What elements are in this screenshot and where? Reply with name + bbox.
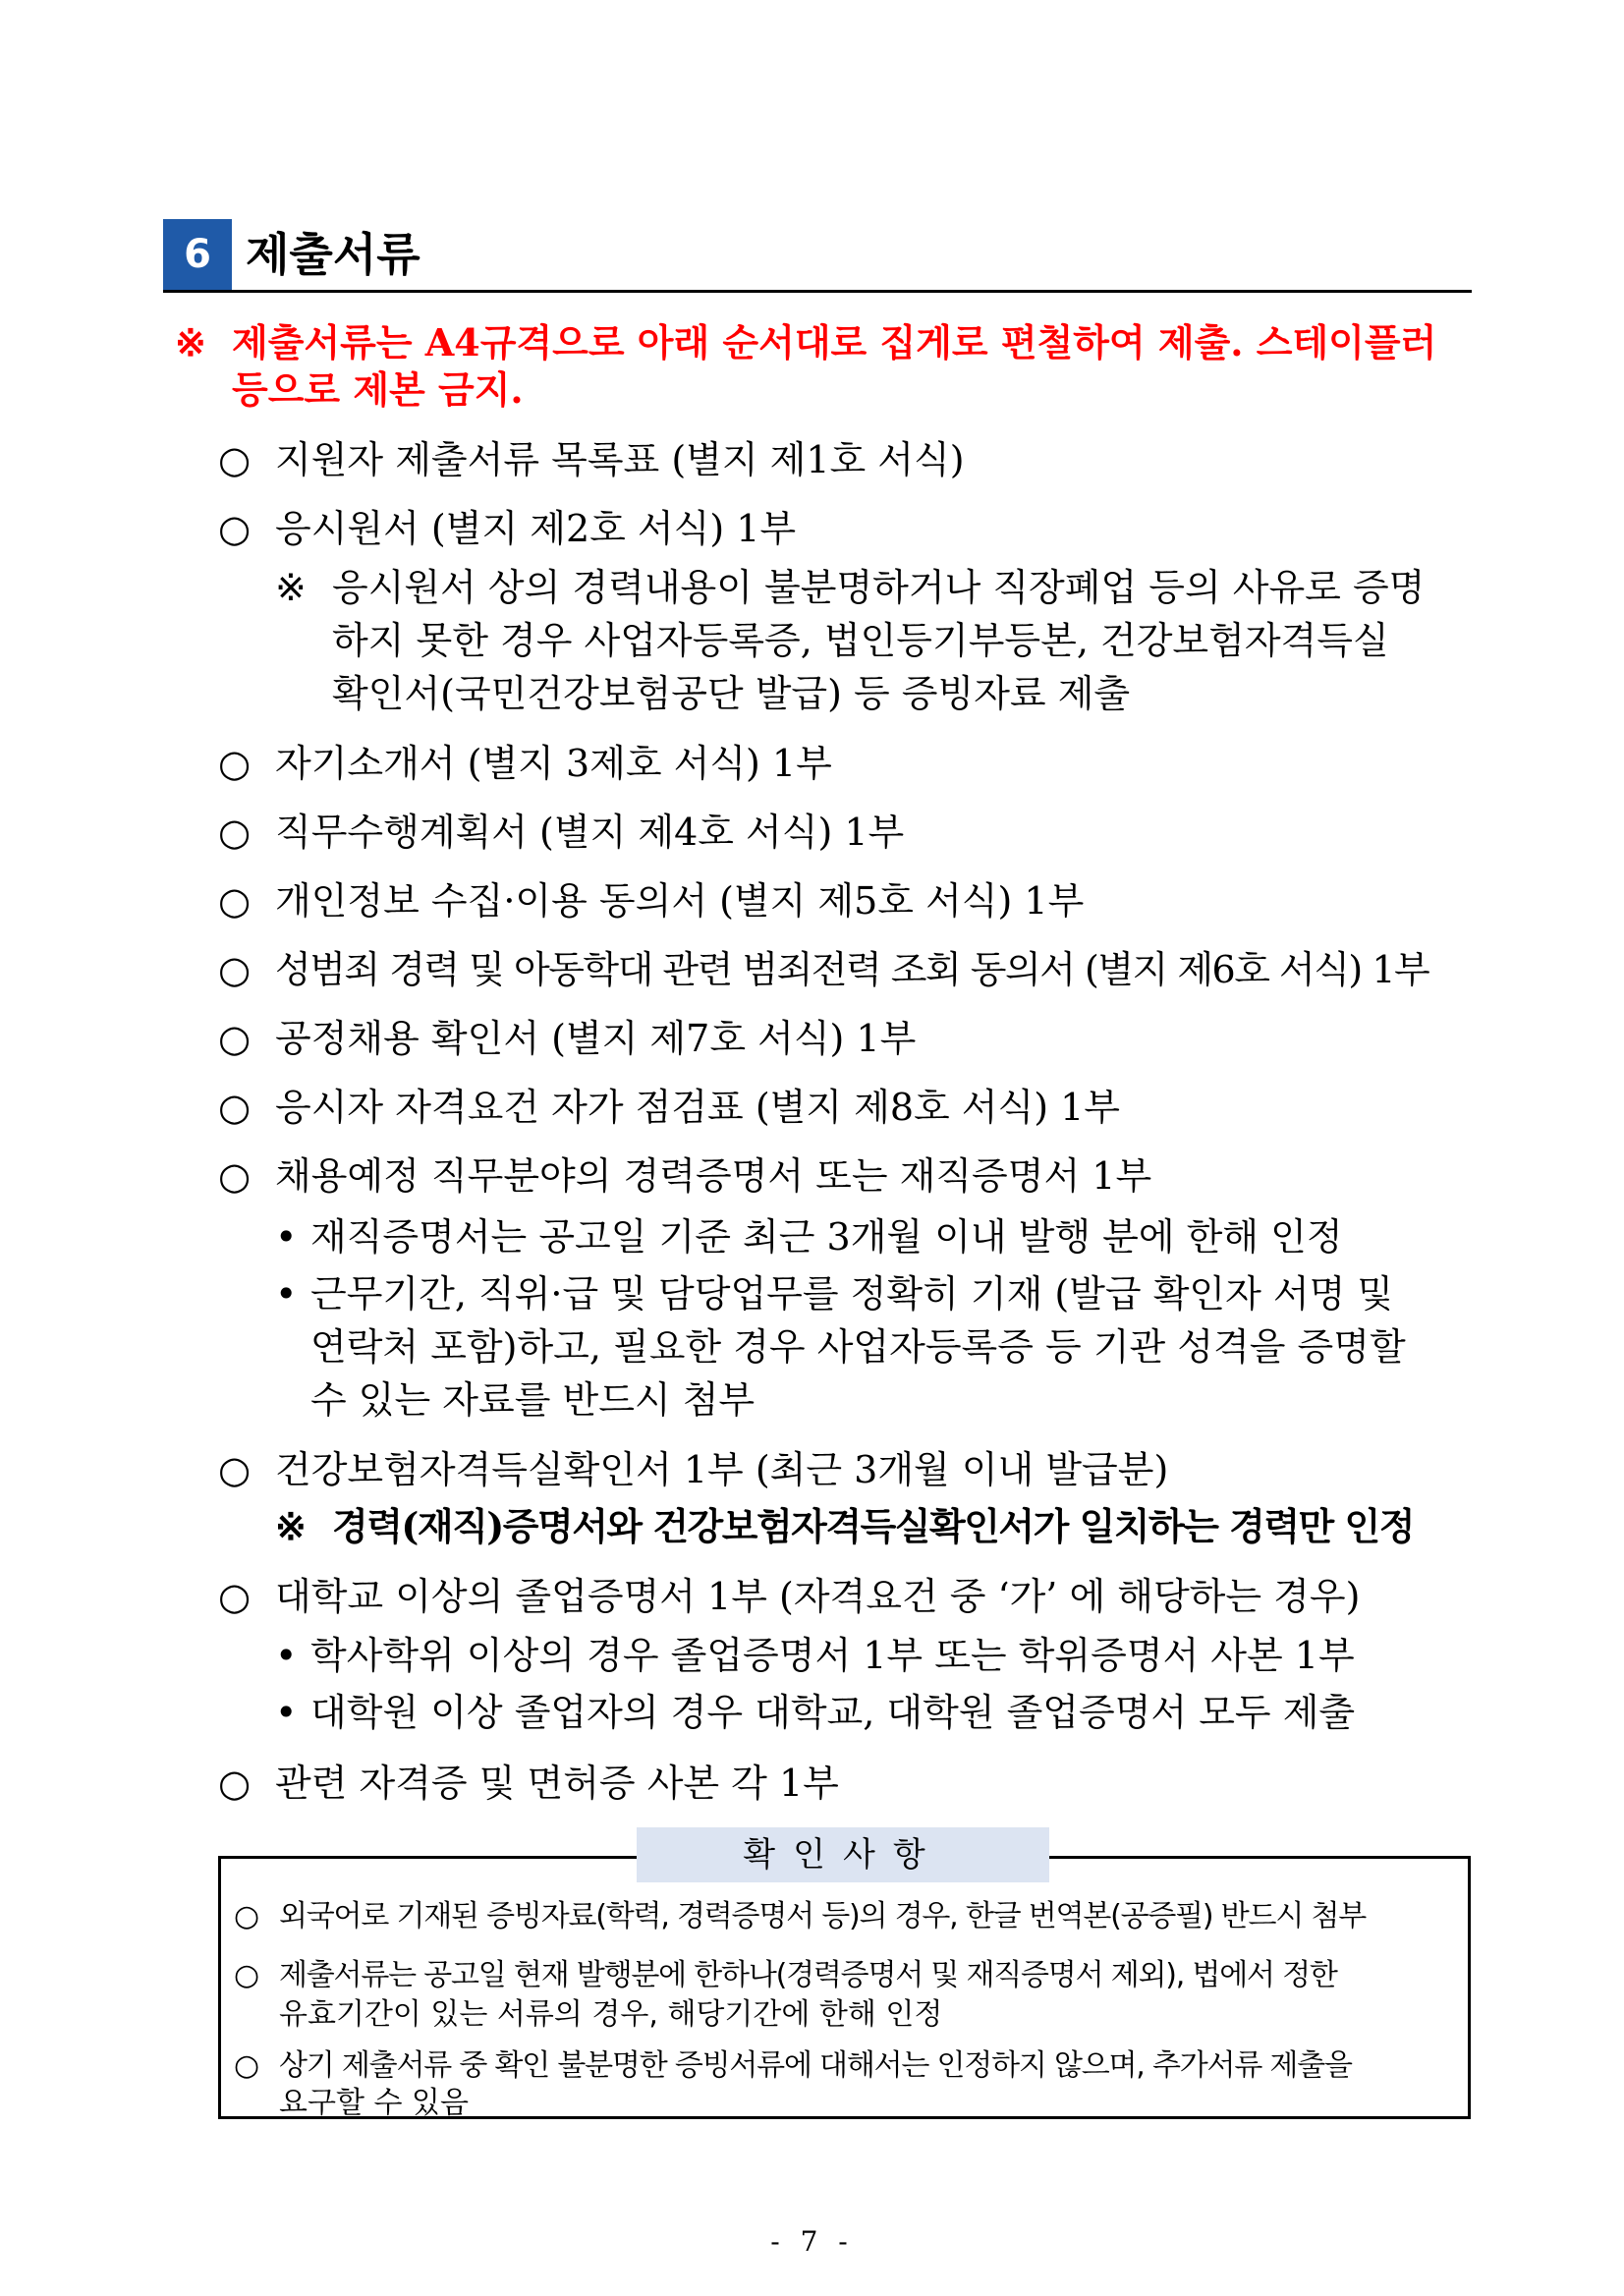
- list-item: ○ 개인정보 수집·이용 동의서 (별지 제5호 서식) 1부: [218, 879, 1085, 923]
- list-item: ○ 응시원서 (별지 제2호 서식) 1부: [218, 507, 797, 550]
- sub-bullet: • 대학원 이상 졸업자의 경우 대학교, 대학원 졸업증명서 모두 제출: [275, 1691, 1356, 1734]
- confirm-line-cont: 유효기간이 있는 서류의 경우, 해당기간에 한해 인정: [279, 1997, 943, 2032]
- sub-bullet: • 학사학위 이상의 경우 졸업증명서 1부 또는 학위증명서 사본 1부: [275, 1634, 1355, 1677]
- confirm-line: ○ 외국어로 기재된 증빙자료(학력, 경력증명서 등)의 경우, 한글 번역본(공증필) 반드시 첨부: [234, 1899, 1367, 1933]
- list-item: ○ 대학교 이상의 졸업증명서 1부 (자격요건 중 ‘가’ 에 해당하는 경우): [218, 1575, 1361, 1618]
- confirm-box-title: 확인사항: [637, 1827, 1049, 1882]
- list-item: ○ 공정채용 확인서 (별지 제7호 서식) 1부: [218, 1017, 917, 1060]
- sub-bullet-cont: 수 있는 자료를 반드시 첨부: [310, 1378, 756, 1422]
- list-item: ○ 직무수행계획서 (별지 제4호 서식) 1부: [218, 811, 905, 854]
- sub-note-cont: 하지 못한 경우 사업자등록증, 법인등기부등본, 건강보험자격득실: [332, 619, 1389, 662]
- list-item: ○ 채용예정 직무분야의 경력증명서 또는 재직증명서 1부: [218, 1154, 1152, 1198]
- list-item: ○ 응시자 자격요건 자가 점검표 (별지 제8호 서식) 1부: [218, 1086, 1121, 1129]
- sub-note: ※ 응시원서 상의 경력내용이 불분명하거나 직장폐업 등의 사유로 증명: [275, 566, 1426, 609]
- sub-bullet: • 근무기간, 직위·급 및 담당업무를 정확히 기재 (발급 확인자 서명 및: [275, 1272, 1394, 1316]
- section-title: 제출서류: [246, 228, 420, 281]
- sub-bullet-cont: 연락처 포함)하고, 필요한 경우 사업자등록증 등 기관 성격을 증명할: [310, 1325, 1406, 1369]
- sub-note-bold: ※ 경력(재직)증명서와 건강보험자격득실확인서가 일치하는 경력만 인정: [275, 1504, 1414, 1548]
- section-header: [163, 215, 1472, 293]
- page-number: - 7 -: [770, 2225, 854, 2258]
- confirm-line: ○ 제출서류는 공고일 현재 발행분에 한하나(경력증명서 및 재직증명서 제외), 법에서 정한: [234, 1958, 1337, 1992]
- notice-mark: ※: [175, 320, 206, 364]
- confirm-line: ○ 상기 제출서류 중 확인 불분명한 증빙서류에 대해서는 인정하지 않으며, 추가서류 제출을: [234, 2048, 1352, 2083]
- list-item: ○ 건강보험자격득실확인서 1부 (최근 3개월 이내 발급분): [218, 1448, 1169, 1491]
- sub-note-cont: 확인서(국민건강보험공단 발급) 등 증빙자료 제출: [332, 672, 1131, 715]
- section-number: 6: [163, 219, 232, 290]
- list-item: ○ 자기소개서 (별지 3제호 서식) 1부: [218, 742, 832, 785]
- notice-line-2: 등으로 제본 금지.: [232, 367, 524, 412]
- list-item: ○ 관련 자격증 및 면허증 사본 각 1부: [218, 1762, 839, 1805]
- list-item: ○ 지원자 제출서류 목록표 (별지 제1호 서식): [218, 438, 965, 481]
- sub-bullet: • 재직증명서는 공고일 기준 최근 3개월 이내 발행 분에 한해 인정: [275, 1215, 1343, 1259]
- list-item: ○ 성범죄 경력 및 아동학대 관련 범죄전력 조회 동의서 (별지 제6호 서식) 1부: [218, 948, 1429, 991]
- confirm-line-cont: 요구할 수 있음: [279, 2086, 469, 2120]
- notice-line-1: ※ 제출서류는 A4규격으로 아래 순서대로 집게로 편철하여 제출. 스테이플러: [175, 318, 1436, 367]
